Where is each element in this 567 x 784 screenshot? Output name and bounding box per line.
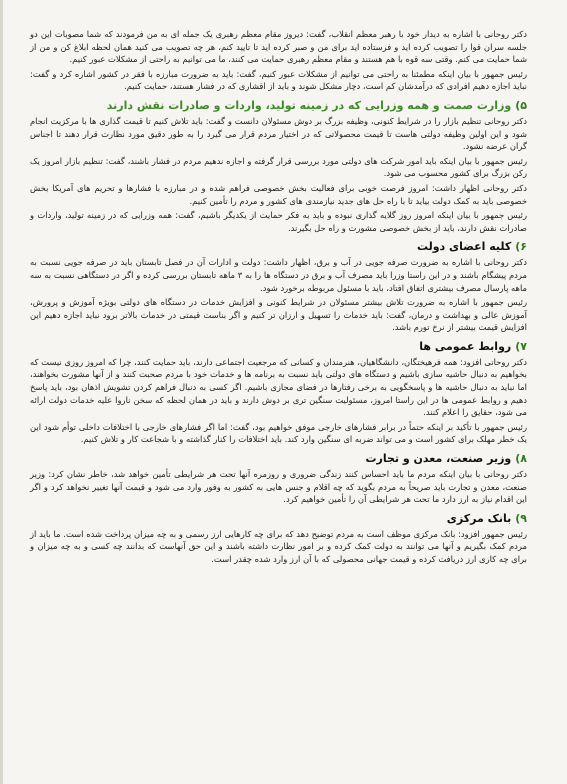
section-7 — [30, 339, 527, 446]
page-edge — [0, 0, 3, 784]
section-paragraph: رئیس جمهور با بیان اینکه باید امور شرکت های دولتی مورد بررسی قرار گرفته و اجازه ندهیم مردم در فشار باشند، گفت: تنظیم بازار امروز یک رکن بزرگ برای کشور محسوب می شود. — [30, 155, 527, 179]
section-title: وزارت صمت و همه وزرایی که در زمینه تولید، واردات و صادرات نقش دارند — [106, 98, 512, 112]
section-paragraph: رئیس جمهور افزود: بانک مرکزی موظف است به مردم توضیح دهد که برای چه کارهایی ارز رسمی و به چه میزان پرداخت شده است. ما باید از مردم کمک بگیریم و آنها می توانند به دولت کمک کرده و بر امور نظارت داشته باشند و این حق آنهاست که بدانند چه کسی و به چه میزان و برای چه کاری ارز دریافت کرده و قیمت جهانی محصولی که با آن ارز وارد شده چقدر است. — [30, 528, 527, 564]
section-heading — [30, 511, 527, 526]
section-title: روابط عمومی ها — [419, 339, 512, 353]
section-heading — [30, 239, 527, 254]
section-title: کلیه اعضای دولت — [416, 240, 512, 254]
section-paragraph: رئیس جمهور با تأکید بر اینکه حتماً در برابر فشارهای خارجی موفق خواهیم بود، گفت: اما اگر فشارهای خارجی با اختلافات داخلی توأم شود این یک خطر مهلک برای کشور است و می تواند ضربه ای سنگین وارد کند. باید اختلافات را کنار گذاشته و با شجاعت کار و تلاش کنیم. — [30, 421, 527, 445]
section-heading — [30, 98, 527, 113]
section-number: ۵) — [515, 98, 527, 112]
intro-paragraph-2: رئیس جمهور با بیان اینکه مطمئنا به راحتی می توانیم از مشکلات عبور کنیم، گفت: باید به ضرورت مبارزه با فقر در کشور اشاره کرد و گفت: نباید اجازه دهیم افرادی که درآمدشان کم است، دچار مشکل شوند و باید از اقشاری که در فشار هستند، حمایت کنیم. — [30, 68, 527, 92]
section-5 — [30, 98, 527, 234]
section-paragraph: دکتر روحانی با اشاره به ضرورت صرفه جویی در آب و برق، اظهار داشت: دولت و ادارات آن در فصل تابستان باید در صرفه جویی نسبت به مردم پیشگام باشند و در این راستا وزرا باید مصرف آب و برق در دستگاه ها را به ۳ ماهه تابستان بررسی کرده و اگر در دستگاهی نسبت به سه ماهه پارسال مصرف بیشتری اتفاق افتاد، باید با مسئول مربوطه برخورد شود. — [30, 257, 527, 293]
section-title: بانک مرکزی — [446, 511, 512, 525]
section-number: ۹) — [515, 511, 527, 525]
section-heading — [30, 339, 527, 354]
section-8 — [30, 451, 527, 506]
section-9 — [30, 511, 527, 566]
section-6 — [30, 239, 527, 334]
section-paragraph: دکتر روحانی با بیان اینکه مردم ما باید احساس کنند زندگی ضروری و روزمره آنها تحت هر شرایطی تأمین خواهد شد، خاطر نشان کرد: وزیر صنعت، معدن و تجارت باید صریحاً به مردم بگوید که چه اقلام و جنس هایی به کشور به وفور وارد می شود و قیمت آنها تغییر نخواهد کرد و اگر این اقدام نیاز به ارز دارد ما تحت هر شرایطی آن را تأمین خواهیم کرد. — [30, 469, 527, 505]
intro-paragraph-1: دکتر روحانی با اشاره به دیدار خود با رهبر معظم انقلاب، گفت: دیروز مقام معظم رهبری یک جمله ای به من فرمودند که شما مصوبات این دو جلسه سران قوا را تصویب کرده اید و فرستاده اید برای من و صبر کرده اید تا تایید کنم، هر چه تصویب می کنید همان لحظه ابلاغ کن و من از شما حمایت می کنم. وقتی سه قوه با هم هستند و مقام معظم رهبری حمایت می کنند، ما می توانیم به راحتی از مشکلات عبور کنیم. — [30, 29, 527, 65]
section-paragraph: دکتر روحانی اظهار داشت: امروز فرصت خوبی برای فعالیت بخش خصوصی فراهم شده و در مبارزه با فشارها و تحریم های آمریکا بخش خصوصی باید به کمک دولت بیاید تا با راه حل های جدید نیازمندی های کشور و مردم را تأمین کنیم. — [30, 182, 527, 206]
section-paragraph: دکتر روحانی افزود: همه فرهیختگان، دانشگاهیان، هنرمندان و کسانی که مرجعیت اجتماعی دارند، باید حمایت کنند، چرا که امروز روزی نیست که بخواهیم به دنبال حاشیه سازی باشیم و دستگاه های دولتی باید نسبت به برنامه ها و خدمات خود با مردم صحبت کنند و از آنها مشورت بخواهند، اما نباید به دنبال حاشیه ها و پاسخگویی به برخی رفتارها در فضای مجازی باشیم. اگر کسی به دنبال فراهم کردن تشویش اذهان بود، باید پاسخ دهیم و روابط عمومی ها در این راستا امروز، مسئولیت سنگین تری بر دوش دارند و باید در همان لحظه که سخن ناروا علیه خدمات دولت ارائه می شود، حقایق را اعلام کنند. — [30, 356, 527, 418]
section-paragraph: رئیس جمهور با بیان اینکه امروز روز گلایه گذاری نبوده و باید به فکر حمایت از یکدیگر باشیم، گفت: همه وزرایی که در زمینه تولید، واردات و صادرات نقش دارند، باید از بخش خصوصی مشورت و راه حل بگیرند. — [30, 210, 527, 233]
section-number: ۷) — [515, 339, 527, 353]
section-title: وزیر صنعت، معدن و تجارت — [365, 452, 512, 466]
section-paragraph: رئیس جمهور با اشاره به ضرورت تلاش بیشتر مسئولان در شرایط کنونی و افزایش خدمات در دستگاه های دولتی بویژه آموزش و پرورش، آموزش عالی و بهداشت و درمان، گفت: باید خدمات را تسهیل و ارزان تر کنیم و اگر بناست قیمتی در خدمات بالاتر برود نباید اجازه دهیم این افزایش قیمت بیشتر از نرخ تورم باشد. — [30, 297, 527, 333]
section-number: ۶) — [515, 240, 527, 254]
section-heading — [30, 451, 527, 466]
section-number: ۸) — [515, 452, 527, 466]
section-paragraph: دکتر روحانی تنظیم بازار را در شرایط کنونی، وظیفه بزرگ بر دوش مسئولان دانست و گفت: باید تلاش کنیم تا قیمت گذاری ها با مرکزیت انجام شود و این اولین وظیفه دولتی هاست تا قیمت محصولاتی که در اختیار مردم قرار می گیرد را به طور دقیق مورد نظارت قرار دهند تا اجناس گران عرضه نشود. — [30, 115, 527, 152]
